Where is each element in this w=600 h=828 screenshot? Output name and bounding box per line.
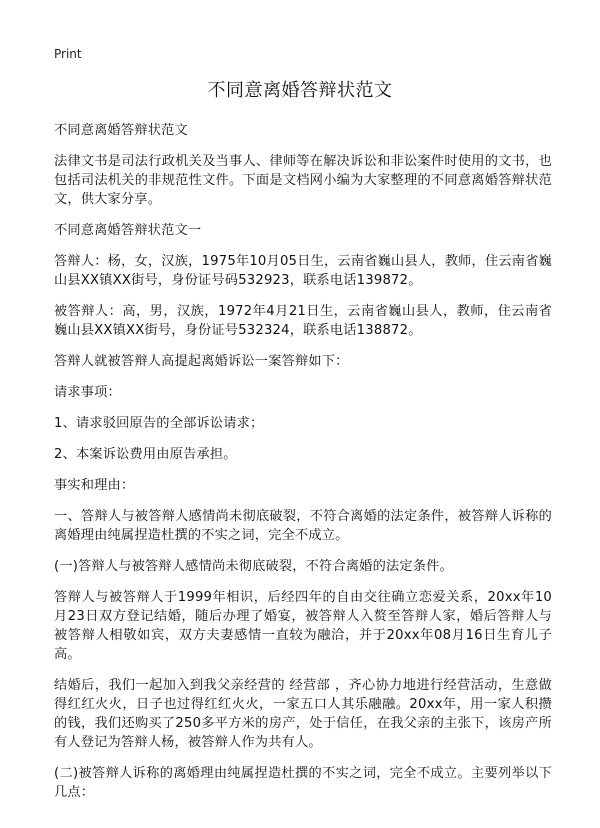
paragraph-fact-1b: (二)被答辩人诉称的离婚理由纯属捏造杜撰的不实之词，完全不成立。主要列举以下几点： — [54, 766, 552, 800]
paragraph-history: 答辩人与被答辩人于1999年相识，后经四年的自由交往确立恋爱关系，20xx年10月23日双方登记结婚，随后办理了婚宴，被答辩人入赘至答辩人家，婚后答辩人与被答辩人相敬如宾，双方夫妻感情一直较为融洽，并于20xx年08月16日生育儿子高。 — [54, 590, 552, 662]
paragraph-sample-heading: 不同意离婚答辩状范文一 — [54, 223, 202, 238]
paragraph-requests-heading: 请求事项： — [54, 385, 121, 400]
paragraph-fact-1a: (一)答辩人与被答辩人感情尚未彻底破裂，不符合离婚的法定条件。 — [54, 559, 453, 574]
paragraph-plaintiff: 被答辩人：高，男，汉族，1972年4月21日生，云南省巍山县人，教师，住云南省巍山县XX镇XX街号，身份证号532324，联系电话138872。 — [54, 304, 552, 338]
paragraph-fact-1: 一、答辩人与被答辩人感情尚未彻底破裂，不符合离婚的法定条件，被答辩人诉称的离婚理由纯属捏造杜撰的不实之词，完全不成立。 — [54, 509, 552, 543]
print-link[interactable]: Print — [54, 47, 82, 61]
page-title: 不同意离婚答辩状范文 — [207, 80, 393, 101]
paragraph-facts-heading: 事实和理由： — [54, 478, 135, 493]
paragraph-request-2: 2、本案诉讼费用由原告承担。 — [54, 447, 237, 462]
paragraph-subtitle: 不同意离婚答辩状范文 — [54, 123, 188, 138]
paragraph-intro: 法律文书是司法行政机关及当事人、律师等在解决诉讼和非讼案件时使用的文书，也包括司法机关的非规范性文件。下面是文档网小编为大家整理的不同意离婚答辩状范文，供大家分享。 — [54, 154, 552, 207]
document-body — [54, 121, 552, 814]
paragraph-marriage-life: 结婚后，我们一起加入到我父亲经营的 经营部 ，齐心协力地进行经营活动，生意做得红红火火，日子也过得红红火火，一家五口人其乐融融。20xx年，用一家人积攒的钱，我们还购买了250多平方米的房产，处于信任，在我父亲的主张下，该房产所有人登记为答辩人杨，被答辩人作为共有人。 — [54, 678, 552, 750]
paragraph-request-1: 1、请求驳回原告的全部诉讼请求； — [54, 416, 264, 431]
paragraph-statement: 答辩人就被答辩人高提起离婚诉讼一案答辩如下： — [54, 354, 349, 369]
paragraph-respondent: 答辩人：杨，女，汉族，1975年10月05日生，云南省巍山县人，教师，住云南省巍山县XX镇XX街号，身份证号码532923，联系电话139872。 — [54, 254, 552, 288]
